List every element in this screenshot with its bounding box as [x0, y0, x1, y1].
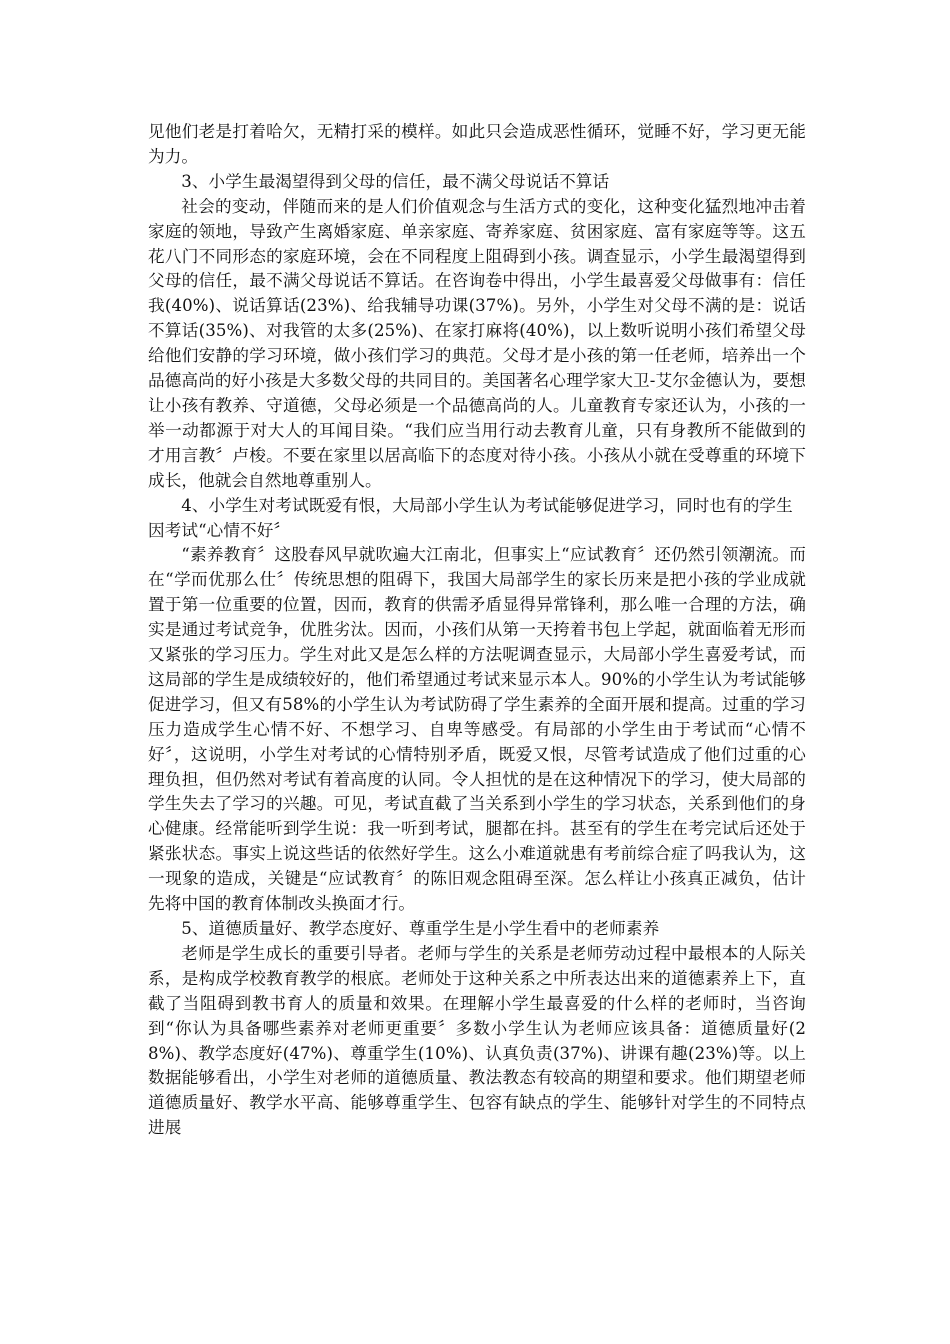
paragraph-exams: “素养教育〞这股春风早就吹遍大江南北，但事实上“应试教育〞还仍然引领潮流。而在“学而优那么仕〞传统思想的阻碍下，我国大局部学生的家长历来是把小孩的学业成就置于第一位重要的位置，因而，教育的供需矛盾显得异常锋利，那么唯一合理的方法，确实是通过考试竞争，优胜劣汰。因而，小孩们从第一天挎着书包上学起，就面临着无形而又紧张的学习压力。学生对此又是怎么样的方法呢调查显示，大局部小学生喜爱考试，而这局部的学生是成绩较好的，他们希望通过考试来显示本人。90%的小学生认为考试能够促进学习，但又有58%的小学生认为考试防碍了学生素养的全面开展和提高。过重的学习压力造成学生心情不好、不想学习、自卑等感受。有局部的小学生由于考试而“心情不好〞，这说明，小学生对考试的心情特别矛盾，既爱又恨，尽管考试造成了他们过重的心理负担，但仍然对考试有着高度的认同。令人担忧的是在这种情况下的学习，使大局部的学生失去了学习的兴趣。可见，考试直截了当关系到小学生的学习状态，关系到他们的身心健康。经常能听到学生说：我一听到考试，腿都在抖。甚至有的学生在考完试后还处于紧张状态。事实上说这些话的依然好学生。这么小难道就患有考前综合症了吗我认为，这一现象的造成，关键是“应试教育〞的陈旧观念阻碍至深。怎么样让小孩真正减负，估计先将中国的教育体制改头换面才行。 — [148, 545, 806, 914]
paragraph-teacher-qualities: 老师是学生成长的重要引导者。老师与学生的关系是老师劳动过程中最根本的人际关系，是构成学校教育教学的根底。老师处于这种关系之中所表达出来的道德素养上下，直截了当阻碍到教书育人的质量和效果。在理解小学生最喜爱的什么样的老师时，当咨询到“你认为具备哪些素养对老师更重要〞多数小学生认为老师应该具备：道德质量好(28%)、教学态度好(47%)、尊重学生(10%)、认真负责(37%)、讲课有趣(23%)等。以上数据能够看出，小学生对老师的道德质量、教法教态有较高的期望和要求。他们期望老师道德质量好、教学水平高、能够尊重学生、包容有缺点的学生、能够针对学生的不同特点进展 — [148, 943, 806, 1138]
paragraph-parents-trust: 社会的变动，伴随而来的是人们价值观念与生活方式的变化，这种变化猛烈地冲击着家庭的领地，导致产生离婚家庭、单亲家庭、寄养家庭、贫困家庭、富有家庭等等。这五花八门不同形态的家庭环境，会在不同程度上阻碍到小孩。调查显示，小学生最渴望得到父母的信任，最不满父母说话不算话。在咨询卷中得出，小学生最喜爱父母做事有：信任我(40%)、说话算话(23%)、给我辅导功课(37%)。另外，小学生对父母不满的是：说话不算话(35%)、对我管的太多(25%)、在家打麻将(40%)，以上数听说明小孩们希望父母给他们安静的学习环境，做小孩们学习的典范。父母才是小孩的第一任老师，培养出一个品德高尚的好小孩是大多数父母的共同目的。美国著名心理学家大卫-艾尔金德认为，要想让小孩有教养、守道德，父母必须是一个品德高尚的人。儿童教育专家还认为，小孩的一举一动都源于对大人的耳闻目染。“我们应当用行动去教育儿童，只有身教所不能做到的才用言教〞卢梭。不要在家里以居高临下的态度对待小孩。小孩从小就在受尊重的环境下成长，他就会自然地尊重别人。 — [148, 196, 806, 490]
paragraph-continued: 见他们老是打着哈欠，无精打采的模样。如此只会造成恶性循环，觉睡不好，学习更无能为力。 — [148, 122, 806, 166]
section-heading-3: 3、小学生最渴望得到父母的信任，最不满父母说话不算话 — [181, 171, 610, 191]
document-body — [148, 120, 806, 1141]
section-heading-4: 4、小学生对考试既爱有恨，大局部小学生认为考试能够促进学习，同时也有的学生因考试“心情不好〞 — [148, 495, 793, 540]
section-heading-5: 5、道德质量好、教学态度好、尊重学生是小学生看中的老师素养 — [181, 919, 660, 938]
